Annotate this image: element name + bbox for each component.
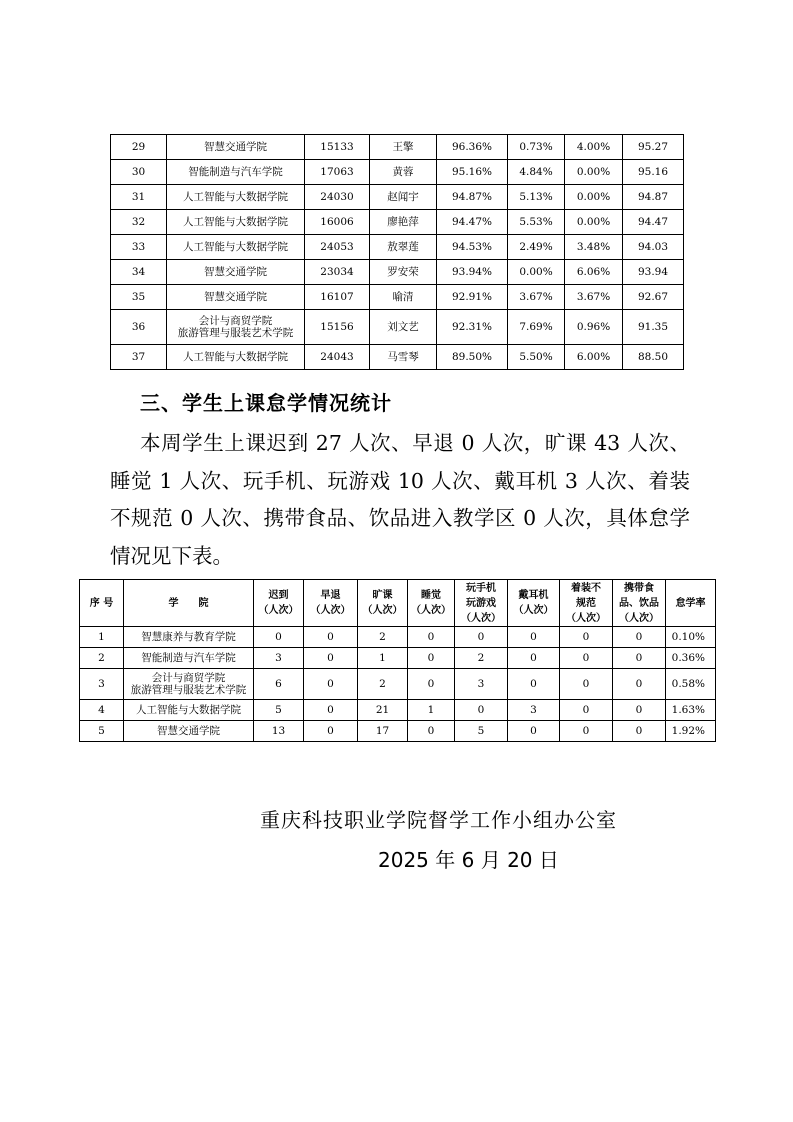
table-cell: 31 xyxy=(111,185,167,210)
table-cell: 0 xyxy=(254,627,304,648)
table-cell: 会计与商贸学院 旅游管理与服装艺术学院 xyxy=(167,310,305,345)
table-cell: 96.36% xyxy=(437,135,508,160)
table-cell: 5 xyxy=(80,721,124,742)
column-header: 玩手机 玩游戏 （人次） xyxy=(455,580,508,627)
date-day-char: 日 xyxy=(538,848,559,872)
table-row xyxy=(111,310,684,345)
table-cell: 0 xyxy=(560,721,613,742)
table-cell: 94.47% xyxy=(437,210,508,235)
table-cell: 智慧康养与教育学院 xyxy=(124,627,254,648)
table-cell: 7.69% xyxy=(508,310,565,345)
table-cell: 0.96% xyxy=(565,310,623,345)
table-cell: 0 xyxy=(408,648,455,669)
column-header: 序 号 xyxy=(80,580,124,627)
table-cell: 2.49% xyxy=(508,235,565,260)
table-cell: 3 xyxy=(455,669,508,700)
table-cell: 廖艳萍 xyxy=(370,210,437,235)
table-cell: 0 xyxy=(560,648,613,669)
table-cell: 1 xyxy=(358,648,408,669)
header-row xyxy=(80,580,716,627)
table-cell: 人工智能与大数据学院 xyxy=(167,235,305,260)
table-cell: 4.84% xyxy=(508,160,565,185)
table-cell: 93.94% xyxy=(437,260,508,285)
table-cell: 0 xyxy=(304,700,358,721)
section-paragraph: 本周学生上课迟到 27 人次、早退 0 人次，旷课 43 人次、睡觉 1 人次、玩手机、玩游戏 10 人次、戴耳机 3 人次、着装不规范 0 人次、携带食品、饮品进入教学区 0 人次，具体怠学情况见下表。 xyxy=(110,431,690,568)
table-cell: 6.00% xyxy=(565,345,623,370)
table-cell: 92.91% xyxy=(437,285,508,310)
table-cell: 0 xyxy=(304,648,358,669)
table-row xyxy=(80,627,716,648)
table-cell: 94.87 xyxy=(623,185,684,210)
table-cell: 0 xyxy=(455,627,508,648)
table-cell: 0 xyxy=(455,700,508,721)
table-row xyxy=(80,700,716,721)
table-row xyxy=(111,345,684,370)
date-month: 6 xyxy=(461,848,475,872)
table-cell: 0 xyxy=(508,648,560,669)
column-header: 旷课 （人次） xyxy=(358,580,408,627)
table-cell: 智能制造与汽车学院 xyxy=(167,160,305,185)
table-cell: 6.06% xyxy=(565,260,623,285)
table-cell: 37 xyxy=(111,345,167,370)
table-cell: 3.67% xyxy=(508,285,565,310)
table-cell: 马雪琴 xyxy=(370,345,437,370)
table-cell: 95.16% xyxy=(437,160,508,185)
table-cell: 人工智能与大数据学院 xyxy=(167,345,305,370)
table-cell: 人工智能与大数据学院 xyxy=(167,210,305,235)
table-cell: 94.47 xyxy=(623,210,684,235)
table-cell: 5 xyxy=(254,700,304,721)
table-cell: 13 xyxy=(254,721,304,742)
table-cell: 5.50% xyxy=(508,345,565,370)
table-cell: 0 xyxy=(304,627,358,648)
table-cell: 0.10% xyxy=(666,627,716,648)
date-year-char: 年 xyxy=(435,848,456,872)
table-cell: 0 xyxy=(560,669,613,700)
table-cell: 0 xyxy=(613,700,666,721)
table-cell: 92.31% xyxy=(437,310,508,345)
table-cell: 3.67% xyxy=(565,285,623,310)
table-cell: 15133 xyxy=(305,135,370,160)
table-cell: 92.67 xyxy=(623,285,684,310)
table-cell: 0 xyxy=(508,721,560,742)
table-cell: 2 xyxy=(455,648,508,669)
table-row xyxy=(111,260,684,285)
table-cell: 29 xyxy=(111,135,167,160)
table-row xyxy=(80,648,716,669)
table-cell: 88.50 xyxy=(623,345,684,370)
table-cell: 94.87% xyxy=(437,185,508,210)
column-header: 戴耳机 （人次） xyxy=(508,580,560,627)
table-cell: 95.16 xyxy=(623,160,684,185)
table-row xyxy=(111,285,684,310)
table-cell: 0 xyxy=(613,721,666,742)
table-cell: 16006 xyxy=(305,210,370,235)
table-cell: 16107 xyxy=(305,285,370,310)
table-cell: 0 xyxy=(560,627,613,648)
column-header: 携带食 品、饮品 （人次） xyxy=(613,580,666,627)
table-cell: 0 xyxy=(560,700,613,721)
table-cell: 2 xyxy=(358,627,408,648)
table-cell: 89.50% xyxy=(437,345,508,370)
table-cell: 3 xyxy=(80,669,124,700)
table-cell: 王擎 xyxy=(370,135,437,160)
table-cell: 5.53% xyxy=(508,210,565,235)
table-cell: 1 xyxy=(408,700,455,721)
table-cell: 0.00% xyxy=(508,260,565,285)
table-cell: 0 xyxy=(508,627,560,648)
table-cell: 2 xyxy=(358,669,408,700)
table-cell: 智慧交通学院 xyxy=(167,285,305,310)
table-cell: 4.00% xyxy=(565,135,623,160)
absence-stats-table xyxy=(79,579,716,742)
table-cell: 36 xyxy=(111,310,167,345)
table-cell: 1.92% xyxy=(666,721,716,742)
column-header: 睡觉 （人次） xyxy=(408,580,455,627)
table-row xyxy=(111,135,684,160)
table-cell: 24053 xyxy=(305,235,370,260)
table-row xyxy=(80,721,716,742)
table-cell: 人工智能与大数据学院 xyxy=(167,185,305,210)
table-cell: 6 xyxy=(254,669,304,700)
table-cell: 敖翠莲 xyxy=(370,235,437,260)
table-cell: 0 xyxy=(408,627,455,648)
table-cell: 0 xyxy=(508,669,560,700)
table-row xyxy=(111,185,684,210)
table-cell: 33 xyxy=(111,235,167,260)
table-cell: 3 xyxy=(254,648,304,669)
table-cell: 罗安荣 xyxy=(370,260,437,285)
table-cell: 4 xyxy=(80,700,124,721)
table-cell: 5.13% xyxy=(508,185,565,210)
date-month-char: 月 xyxy=(480,848,501,872)
table-cell: 30 xyxy=(111,160,167,185)
column-header: 早退 （人次） xyxy=(304,580,358,627)
table-cell: 24043 xyxy=(305,345,370,370)
table-cell: 赵闻宇 xyxy=(370,185,437,210)
table-row xyxy=(111,160,684,185)
date-day: 20 xyxy=(507,848,533,872)
table-cell: 智慧交通学院 xyxy=(124,721,254,742)
teacher-ranking-table xyxy=(110,134,684,370)
table-cell: 94.53% xyxy=(437,235,508,260)
table-cell: 0 xyxy=(613,648,666,669)
table-row xyxy=(80,669,716,700)
date-year: 2025 xyxy=(378,848,429,872)
table-cell: 3.48% xyxy=(565,235,623,260)
table-row xyxy=(111,210,684,235)
table-cell: 0 xyxy=(304,669,358,700)
table-cell: 17 xyxy=(358,721,408,742)
table-cell: 93.94 xyxy=(623,260,684,285)
table-cell: 23034 xyxy=(305,260,370,285)
table-cell: 智能制造与汽车学院 xyxy=(124,648,254,669)
table-cell: 1 xyxy=(80,627,124,648)
table-cell: 94.03 xyxy=(623,235,684,260)
issue-date xyxy=(378,844,559,873)
table-cell: 人工智能与大数据学院 xyxy=(124,700,254,721)
table-cell: 喻清 xyxy=(370,285,437,310)
table-cell: 0.00% xyxy=(565,210,623,235)
table-cell: 0 xyxy=(408,721,455,742)
table-cell: 35 xyxy=(111,285,167,310)
table-cell: 15156 xyxy=(305,310,370,345)
table-cell: 34 xyxy=(111,260,167,285)
table-cell: 0 xyxy=(613,669,666,700)
table-cell: 5 xyxy=(455,721,508,742)
table-cell: 1.63% xyxy=(666,700,716,721)
table-cell: 0.58% xyxy=(666,669,716,700)
table-cell: 会计与商贸学院 旅游管理与服装艺术学院 xyxy=(124,669,254,700)
table-cell: 2 xyxy=(80,648,124,669)
table-cell: 0.00% xyxy=(565,160,623,185)
column-header: 学 院 xyxy=(124,580,254,627)
table-cell: 0 xyxy=(613,627,666,648)
table-cell: 黄蓉 xyxy=(370,160,437,185)
table-cell: 17063 xyxy=(305,160,370,185)
table-cell: 95.27 xyxy=(623,135,684,160)
table-cell: 91.35 xyxy=(623,310,684,345)
table-cell: 0.73% xyxy=(508,135,565,160)
table-row xyxy=(111,235,684,260)
table-cell: 0 xyxy=(408,669,455,700)
column-header: 迟到 （人次） xyxy=(254,580,304,627)
column-header: 怠学率 xyxy=(666,580,716,627)
table-cell: 0 xyxy=(304,721,358,742)
table-cell: 32 xyxy=(111,210,167,235)
issuing-office: 重庆科技职业学院督学工作小组办公室 xyxy=(260,808,617,832)
table-cell: 智慧交通学院 xyxy=(167,135,305,160)
table-cell: 3 xyxy=(508,700,560,721)
column-header: 着装不 规范 （人次） xyxy=(560,580,613,627)
table-cell: 0.00% xyxy=(565,185,623,210)
table-cell: 智慧交通学院 xyxy=(167,260,305,285)
table-cell: 刘文艺 xyxy=(370,310,437,345)
table-cell: 24030 xyxy=(305,185,370,210)
section-heading: 三、学生上课怠学情况统计 xyxy=(140,391,392,415)
table-cell: 0.36% xyxy=(666,648,716,669)
table-cell: 21 xyxy=(358,700,408,721)
